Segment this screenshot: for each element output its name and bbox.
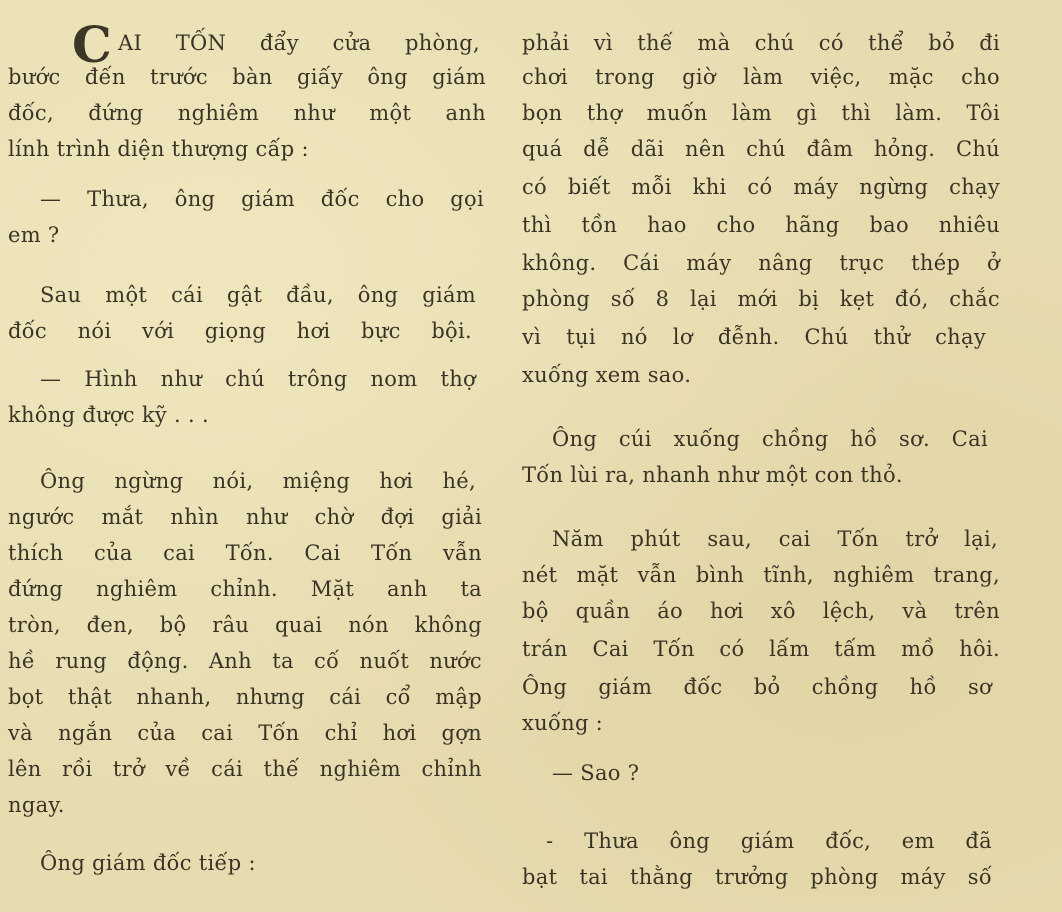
text-line: - Thưa ông giám đốc, em đã: [546, 829, 992, 853]
text-line: xuống :: [522, 711, 604, 735]
text-line: thì tồn hao cho hãng bao nhiêu: [522, 213, 1000, 237]
text-line: và ngắn của cai Tốn chỉ hơi gợn: [8, 721, 482, 745]
text-line: Năm phút sau, cai Tốn trở lại,: [552, 527, 998, 551]
text-line: xuống xem sao.: [522, 363, 692, 387]
text-line: phải vì thế mà chú có thể bỏ đi: [522, 31, 1000, 55]
text-line: phòng số 8 lại mới bị kẹt đó, chắc: [522, 287, 1000, 311]
text-line: — Hình như chú trông nom thợ: [40, 367, 476, 391]
text-line: đốc nói với giọng hơi bực bội.: [8, 319, 472, 343]
text-line: tròn, đen, bộ râu quai nón không: [8, 613, 482, 637]
text-line: Sau một cái gật đầu, ông giám: [40, 283, 476, 307]
text-line: thích của cai Tốn. Cai Tốn vẫn: [8, 541, 482, 565]
text-line: trán Cai Tốn có lấm tấm mồ hôi.: [522, 637, 1000, 661]
text-line: vì tụi nó lơ đễnh. Chú thử chạy: [522, 325, 986, 349]
text-line: bọn thợ muốn làm gì thì làm. Tôi: [522, 101, 1000, 125]
drop-cap: C: [72, 15, 112, 74]
text-line: ngước mắt nhìn như chờ đợi giải: [8, 505, 482, 529]
text-line: đứng nghiêm chỉnh. Mặt anh ta: [8, 577, 482, 601]
text-line: AI TỐN đẩy cửa phòng,: [118, 31, 480, 55]
text-line: em ?: [8, 223, 60, 247]
text-line: quá dễ dãi nên chú đâm hỏng. Chú: [522, 137, 1000, 161]
text-line: lính trình diện thượng cấp :: [8, 137, 309, 161]
text-line: — Sao ?: [552, 761, 640, 785]
text-line: Ông giám đốc bỏ chồng hồ sơ: [522, 675, 992, 699]
text-line: đốc, đứng nghiêm như một anh: [8, 101, 486, 125]
text-line: Ông giám đốc tiếp :: [40, 851, 256, 875]
text-line: bạt tai thằng trưởng phòng máy số: [522, 865, 992, 889]
text-line: không. Cái máy nâng trục thép ở: [522, 251, 1000, 275]
text-line: có biết mỗi khi có máy ngừng chạy: [522, 175, 1000, 199]
text-line: — Thưa, ông giám đốc cho gọi: [40, 187, 484, 211]
text-line: không được kỹ . . .: [8, 403, 209, 427]
text-line: ngay.: [8, 793, 65, 817]
text-line: Tốn lùi ra, nhanh như một con thỏ.: [522, 463, 903, 487]
text-line: nét mặt vẫn bình tĩnh, nghiêm trang,: [522, 563, 1000, 587]
text-line: bọt thật nhanh, nhưng cái cổ mập: [8, 685, 482, 709]
text-line: Ông cúi xuống chồng hồ sơ. Cai: [552, 427, 988, 451]
text-line: lên rồi trở về cái thế nghiêm chỉnh: [8, 757, 482, 781]
text-line: hề rung động. Anh ta cố nuốt nước: [8, 649, 482, 673]
text-line: Ông ngừng nói, miệng hơi hé,: [40, 469, 476, 493]
text-line: chơi trong giờ làm việc, mặc cho: [522, 65, 1000, 89]
text-line: bước đến trước bàn giấy ông giám: [8, 65, 486, 89]
text-line: bộ quần áo hơi xô lệch, và trên: [522, 599, 1000, 623]
